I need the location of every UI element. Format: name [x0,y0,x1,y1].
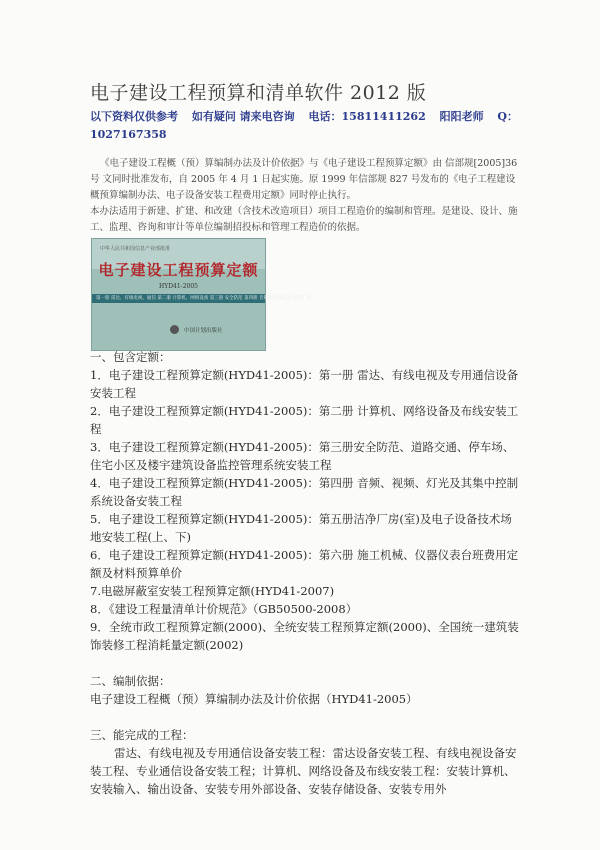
book-cover-image [91,238,312,351]
list-item: 1．电子建设工程预算定额(HYD41-2005)：第一册 雷达、有线电视及专用通信设备安装工程 [90,368,519,400]
list-item: 3．电子建设工程预算定额(HYD41-2005)：第三册安全防范、道路交通、停车场、住宅小区及楼宇建筑设备监控管理系统安装工程 [90,440,515,472]
teacher-name: 阳阳老师 [439,110,484,123]
list-item: 5．电子建设工程预算定额(HYD41-2005)：第五册洁净厂房(室)及电子设备技术场地安装工程(上、下) [90,512,512,544]
main-content [90,348,522,798]
phone-number: 15811411262 [341,110,426,123]
list-item: 6．电子建设工程预算定额(HYD41-2005)：第六册 施工机械、仪器仪表台班费用定额及材料预算单价 [90,548,519,580]
list-item: 9．全统市政工程预算定额(2000)、全统安装工程预算定额(2000)、全国统一建筑装饰装修工程消耗量定额(2002) [90,620,519,652]
contact-line [90,108,570,144]
section-1-heading: 一、包含定额： [90,350,171,364]
list-item: 8．《建设工程量清单计价规范》（GB50500-2008） [90,602,358,616]
section-3-heading: 三、能完成的工程： [90,728,194,742]
cover-press: 中国计划出版社 [184,328,223,334]
qq-label: Q： [497,110,519,123]
phone-label: 电话： [308,110,342,123]
section-2-text: 电子建设工程概（预）算编制办法及计价依据（HYD41-2005） [90,692,418,706]
cover-title: 电子建设工程预算定额 [98,261,259,279]
cover-publisher: 中华人民共和国信息产业部批准 [100,246,171,252]
intro-paragraph-1: 《电子建设工程概（预）算编制办法及计价依据》与《电子建设工程预算定额》由 信部规[2005]36 号 文同时批准发布，自 2005 年 4 月 1 日起实施。原 1999 年信部规 827 号发布的《电子工程建设概预算编制办法、电子设备安装工程费用定额》同时停止执行。 [90,158,518,201]
qq-number: 1027167358 [90,128,167,141]
cover-band-text: 第一册 雷达、有线电视、通信 第二册 计算机、网络设备 第三册 安全防范 第四册 音频视频 第五册 洁净厂房 [96,296,312,301]
section-3-text: 雷达、有线电视及专用通信设备安装工程：雷达设备安装工程、有线电视设备安装工程、专业通信设备安装工程；计算机、网络设备及布线安装工程：安装计算机、安装输入、输出设备、安装专用外部设备、安装存储设备、安装专用外 [90,746,517,796]
list-item: 7.电磁屏蔽室安装工程预算定额(HYD41-2007) [90,584,335,598]
note-text: 以下资料仅供参考 [90,110,178,123]
section-2-heading: 二、编制依据： [90,674,171,688]
cover-code: HYD41-2005 [159,283,198,290]
page-title: 电子建设工程预算和清单软件 2012 版 [90,82,427,104]
list-item: 4．电子建设工程预算定额(HYD41-2005)：第四册 音频、视频、灯光及其集中控制系统设备安装工程 [90,476,519,508]
press-logo-icon [170,325,179,334]
intro-block [90,156,520,236]
intro-paragraph-2: 本办法适用于新建、扩建、和改建（含技术改造项目）项目工程造价的编制和管理。是建设、设计、施工、监理、咨询和审计等单位编制招投标和管理工程造价的依据。 [90,206,518,233]
list-item: 2．电子建设工程预算定额(HYD41-2005)：第二册 计算机、网络设备及布线安装工程 [90,404,519,436]
ask-text: 如有疑问 请来电咨询 [191,110,295,123]
